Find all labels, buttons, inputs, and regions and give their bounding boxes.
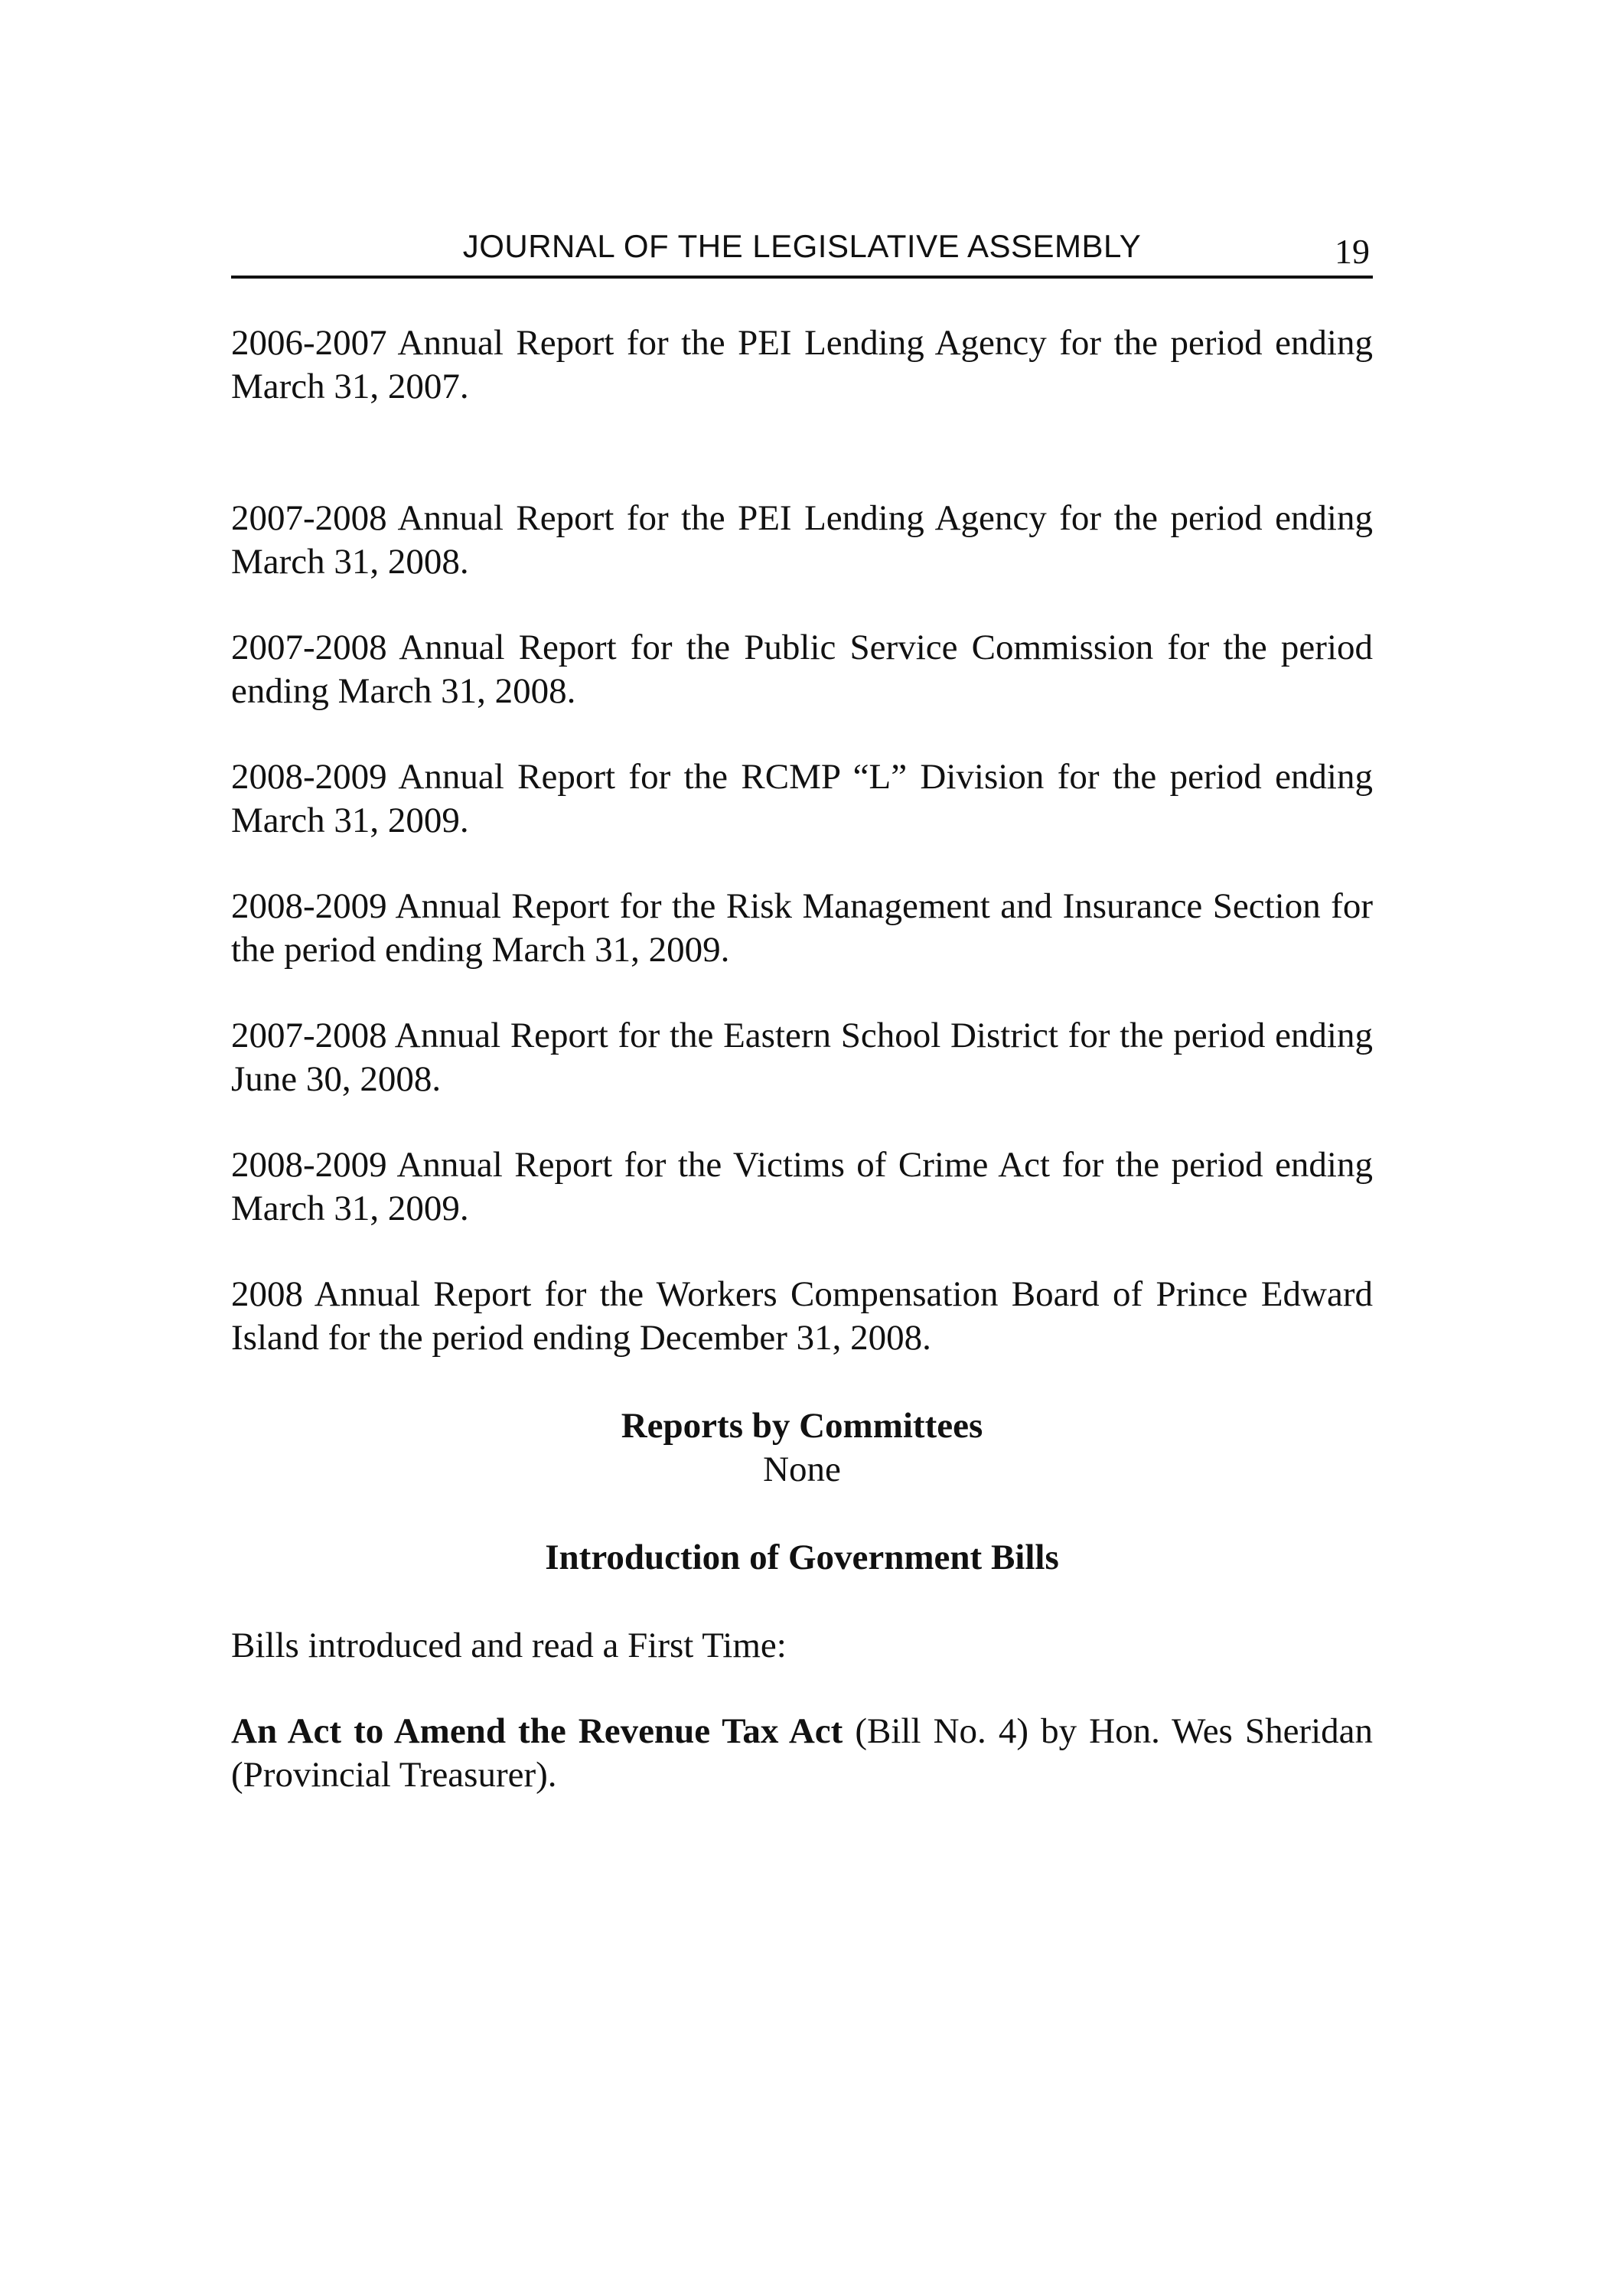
- report-item: 2008-2009 Annual Report for the RCMP “L” Division for the period ending March 31, 2009.: [231, 757, 1373, 840]
- report-item: 2008-2009 Annual Report for the Victims of Crime Act for the period ending March 31, 2009.: [231, 1145, 1373, 1228]
- report-item: 2008-2009 Annual Report for the Risk Management and Insurance Section for the period ending March 31, 2009.: [231, 886, 1373, 970]
- government-bills-heading: Introduction of Government Bills: [545, 1538, 1059, 1577]
- running-header: [231, 222, 1373, 279]
- committees-status: None: [763, 1450, 841, 1489]
- bill-entry: [231, 1710, 1373, 1797]
- bill-title: An Act to Amend the Revenue Tax Act: [231, 1711, 843, 1751]
- report-item: 2006-2007 Annual Report for the PEI Lending Agency for the period ending March 31, 2007.: [231, 323, 1373, 406]
- bill-details: (Bill No. 4) by Hon. Wes Sheridan (Provincial Treasurer).: [231, 1711, 1373, 1795]
- report-item: 2007-2008 Annual Report for the Public Service Commission for the period ending March 31, 2008.: [231, 628, 1373, 711]
- report-item: 2008 Annual Report for the Workers Compensation Board of Prince Edward Island for the period ending December 31, 2008.: [231, 1274, 1373, 1358]
- bills-intro: Bills introduced and read a First Time:: [231, 1626, 787, 1665]
- journal-page: [231, 222, 1373, 1797]
- journal-title: JOURNAL OF THE LEGISLATIVE ASSEMBLY: [462, 228, 1142, 264]
- report-item: 2007-2008 Annual Report for the PEI Lending Agency for the period ending March 31, 2008.: [231, 498, 1373, 582]
- committees-heading: Reports by Committees: [621, 1406, 983, 1446]
- page-number: 19: [1335, 232, 1370, 271]
- report-item: 2007-2008 Annual Report for the Eastern School District for the period ending June 30, 2008.: [231, 1016, 1373, 1099]
